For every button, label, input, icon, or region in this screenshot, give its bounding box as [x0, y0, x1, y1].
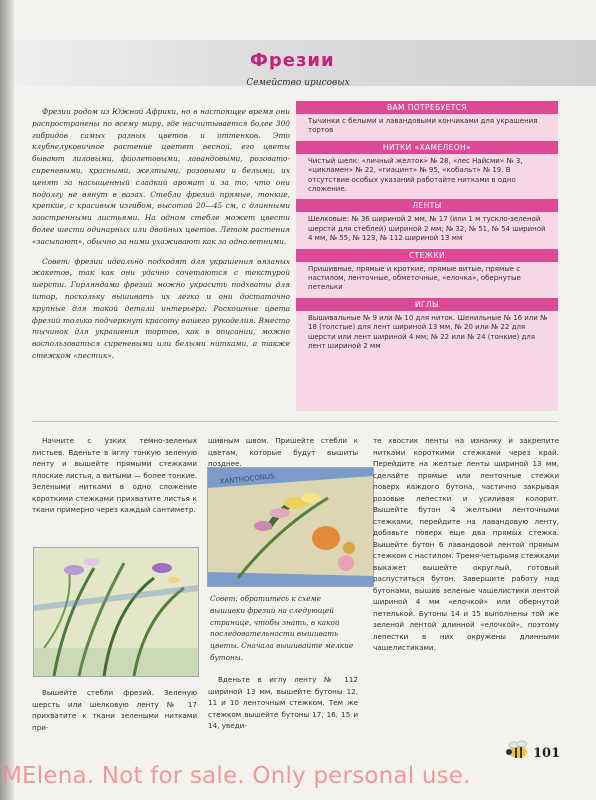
- step-stems-continued: шивным швом. Пришейте стебли к цветам, которые будут вышиты позднее.: [208, 436, 358, 468]
- middle-column-top: [208, 435, 358, 470]
- photo-buds: [207, 467, 374, 587]
- materials-text-required: Тычинки с белыми и лавандовыми кончиками для украшения тортов: [308, 117, 538, 135]
- photo-leaves: [33, 547, 199, 677]
- right-column-text: [373, 435, 559, 654]
- section-divider: [32, 421, 558, 422]
- intro-paragraph-tip: Совет: фрезии идеально подходят для украшения вязаных жакетов, так как они удачно сочетаются с текстурой шерсти. Гирляндами фрезий можно украсить подхваты для штор, поскольку вышивать их легко и они достаточно крупные для такой детали интерьера. Роскошные цвета фрезий только подчеркнут красоту вашего рукоделия. Вместо тычинок для украшения тортов, как в описании, можно воспользоваться сиреневыми или белыми нитками, а также стежком «пестик».: [32, 256, 290, 360]
- materials-header-ribbons: ЛЕНТЫ: [296, 199, 558, 212]
- materials-text-stitches: Пришивные, прямые и кроткие, прямые витые, прямые с настилом, ленточные, обметочные, «елочка», обернутые петельки: [308, 264, 521, 292]
- page-title: Фрезии: [250, 50, 335, 71]
- step-leaves: Начните с узких темно-зеленых листьев. Вденьте в иглу тонкую зеленую ленту и вышейте прямыми стежками плоские листья, а витыми — более тонкие. Зелеными нитками в одно сложение короткими стежками прихватите листья к ткани примерно через каждый сантиметр.: [32, 436, 197, 514]
- middle-column-bottom: [208, 674, 358, 732]
- page-subtitle: Семейство ирисовых: [246, 78, 350, 88]
- bee-icon: [505, 740, 531, 760]
- page-number: 101: [533, 746, 561, 761]
- middle-tip: Совет: обратитесь к схеме вышивки фрезий на следующей странице, чтобы знать, в какой последовательности вышивать цветы. Сначала вышивайте мелкие бутоны.: [210, 594, 354, 662]
- watermark: MElena. Not for sale. Only personal use.: [2, 763, 471, 789]
- leaves-embroidery-image: [34, 548, 198, 676]
- materials-header-stitches: СТЕЖКИ: [296, 249, 558, 262]
- photo-fabric-label: XANTHOCONUS: [219, 472, 275, 486]
- materials-header-threads: НИТКИ «ХАМЕЛЕОН»: [296, 141, 558, 154]
- left-column-text: [32, 435, 197, 516]
- book-spine-shadow: [0, 0, 14, 800]
- materials-text-ribbons: Шелковые: № 36 шириной 2 мм, № 17 (или 1 м тускло-зеленой шерсти для стеблей) шириной 2 мм; № 32, № 51, № 54 шириной 4 мм, № 55, № 123, № 112 шириной 13 мм: [308, 215, 546, 243]
- materials-header-required: ВАМ ПОТРЕБУЕТСЯ: [296, 101, 558, 114]
- step-stems: Вышейте стебли фрезий. Зеленую шерсть или шелковую ленту № 17 прихватите к ткани зелеными нитками при-: [32, 688, 197, 732]
- intro-text: [32, 106, 290, 370]
- left-caption: [32, 687, 197, 733]
- intro-paragraph-description: Фрезии родом из Южной Африки, но в настоящее время они распространены по всему миру, где насчитывается более 300 гибридов самых разных цветов и оттенков. Это клубнелуковичное растение цветет весной, его цветы бывают лиловыми, фиолетовыми, лавандовыми, розовато-сиреневыми, красными, желтыми, розовыми и белыми, их ценят за насыщенный сладкий аромат и за то, что они подолгу не вянут в вазах. Стебли фрезий прямые, тонкие, крепкие, с красивым изгибом, высотой 20—45 см, с длинными заостренными листьями. На одном стебле может цвести более шести одинарных или двойных цветов. Летом растения «засыпают», обычно за ними ухаживают как за однолетними.: [32, 107, 290, 246]
- buds-embroidery-image: [208, 468, 373, 586]
- materials-text-threads: Чистый шелк: «личный желток» № 28, «лес Найсми» № 3, «цикламен» № 22, «гиацинт» № 95, «кобальт» № 19. В отсутствие особых указаний работайте нитками в одно сложение.: [308, 156, 523, 194]
- materials-text-needles: Вышивальные № 9 или № 10 для ниток. Шенильные № 16 или № 18 (толстые) для лент шириной 13 мм, № 20 или № 22 для шерсти или лент шириной 4 мм; № 22 или № 24 (тонкие) для лент шириной 2 мм: [308, 313, 548, 351]
- materials-header-needles: ИГЛЫ: [296, 298, 558, 311]
- materials-box: [296, 101, 558, 411]
- step-buds: Вденьте в иглу ленту № 112 шириной 13 мм, вышейте бутоны 12, 11 и 10 ленточным стежком. Тем же стежком вышейте бутоны 17, 16, 15 и 14, уведи-: [208, 675, 358, 730]
- step-buds-continued: те хвостик ленты на изнанку и закрепите нитками короткими стежками через край. Перейдите на желтые ленты шириной 13 мм, сделайте прямые или ленточные стежки поверх каждого бутона, частично закрывая розовые лепестки и усиливая колорит. Вышейте бутон 4 желтыми ленточными стежками, перейдите на лавандовую ленту, добавьте поверх еще два прямых стежка. Вышейте бутон 6 лавандовой лентой прямым стежком с настилом. Тремя-четырьмя стежками выкажет вышейте округлый, готовый распуститься бутон. Завершите работу над бутонами, вышив зеленые чашелистики лентой шириной 4 мм «елочкой» или обернутой петелькой. Бутоны 14 и 15 выполнены той же зеленой лентой длинной «елочкой», поэтому лепестки в них окружены длинными чашелистиками.: [373, 436, 559, 652]
